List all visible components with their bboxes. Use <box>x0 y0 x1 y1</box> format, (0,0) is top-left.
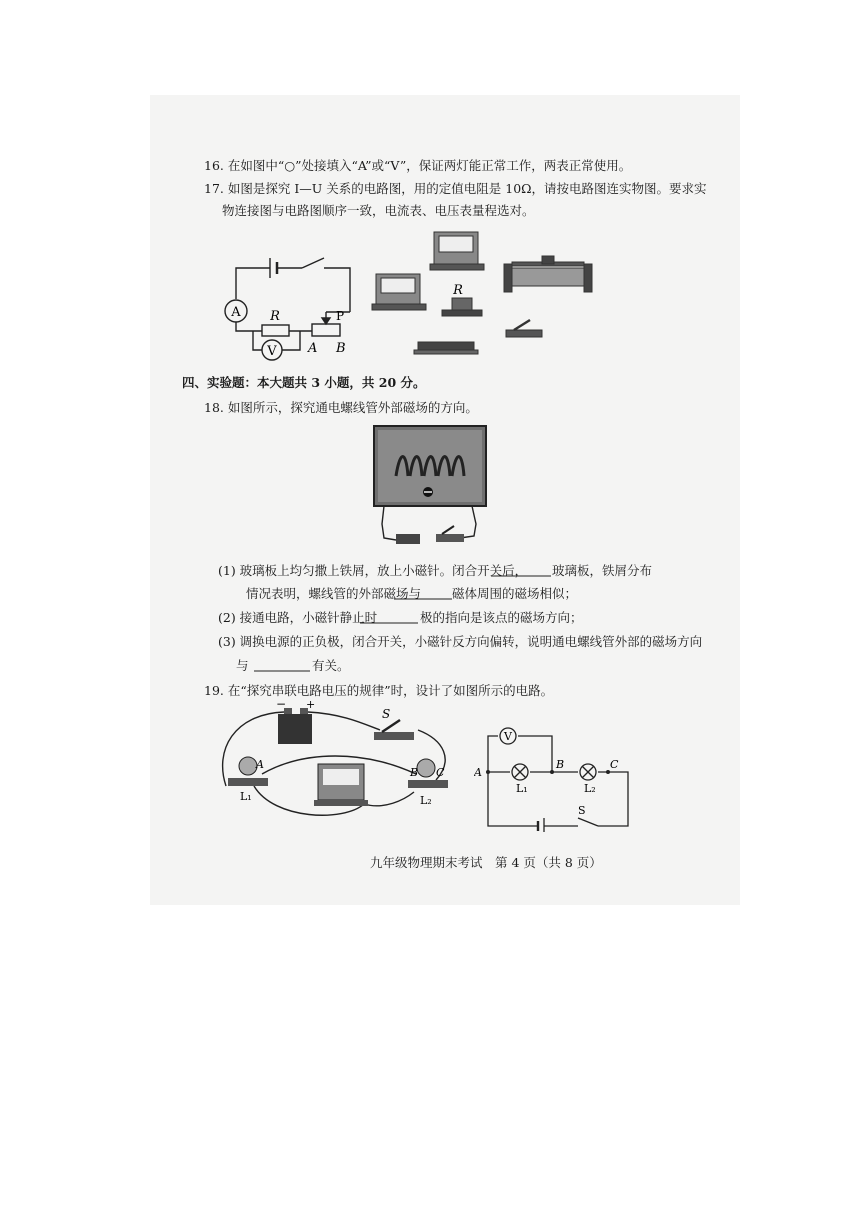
q18-part2-text-a: (2) 接通电路，小磁针静止时 <box>218 610 378 625</box>
section-4-heading: 四、实验题：本大题共 3 小题，共 20 分。 <box>182 375 426 390</box>
q18-part3-text-b: 与 <box>236 658 249 673</box>
q18-part1-text-c: 情况表明，螺线管的外部磁场与 <box>246 586 422 601</box>
page-footer: 九年级物理期末考试 第 4 页（共 8 页） <box>370 855 602 870</box>
point-a-label: A <box>256 758 264 771</box>
question-16: 16. 在如图中“○”处接填入“A”或“V”，保证两灯能正常工作，两表正常使用。 <box>204 158 632 173</box>
resistor-label: R <box>270 309 280 324</box>
lamp-l1-label: L₁ <box>240 790 252 803</box>
q18-part2-text-b: 极的指向是该点的磁场方向； <box>420 610 583 625</box>
question-17-line-1: 17. 如图是探究 I—U 关系的电路图，用的定值电阻是 10Ω，请按电路图连实物图。要求实 <box>204 181 707 196</box>
diagram-b-label: B <box>556 758 565 771</box>
question-18: 18. 如图所示，探究通电螺线管外部磁场的方向。 <box>204 400 478 415</box>
lamp-l2-label: L₂ <box>420 794 432 807</box>
diagram-c-label: C <box>610 758 619 771</box>
battery-plus-label: + <box>306 700 316 711</box>
voltmeter-symbol: V <box>267 344 277 359</box>
switch-s-label: S <box>382 707 391 721</box>
blank-2 <box>394 598 452 601</box>
end-a-label: A <box>308 341 318 356</box>
real-components-17 <box>370 226 600 361</box>
battery-minus-label: − <box>276 700 287 711</box>
question-17-line-2: 物连接图与电路图顺序一致，电流表、电压表量程选对。 <box>222 203 535 218</box>
question-19: 19. 在“探究串联电路电压的规律”时，设计了如图所示的电路。 <box>204 683 554 698</box>
point-c-label: C <box>436 766 445 779</box>
end-b-label: B <box>336 341 346 356</box>
diagram-l2-label: L₂ <box>584 782 596 795</box>
diagram-switch-label: S <box>578 804 586 817</box>
q18-part3-text-a: (3) 调换电源的正负极，闭合开关，小磁针反方向偏转，说明通电螺线管外部的磁场方向 <box>218 634 703 649</box>
blank-3 <box>360 622 418 625</box>
q18-part1-text-a: (1) 玻璃板上均匀撒上铁屑，放上小磁针。闭合开关后， <box>218 563 528 578</box>
q18-part3-text-c: 有关。 <box>312 658 350 673</box>
blank-1 <box>491 575 551 578</box>
diagram-l1-label: L₁ <box>516 782 528 795</box>
q18-part1-text-b: 玻璃板，铁屑分布 <box>552 563 653 578</box>
circuit-diagram-17 <box>212 236 372 371</box>
blank-4 <box>254 670 310 673</box>
point-b-label: B <box>410 766 419 779</box>
diagram-a-label: A <box>474 766 482 779</box>
ammeter-symbol: A <box>231 305 241 320</box>
q18-part1-text-d: 磁体周围的磁场相似； <box>452 586 578 601</box>
real-resistor-label: R <box>453 283 463 298</box>
series-circuit-diagram-19 <box>474 722 634 832</box>
slider-label: P <box>336 309 345 323</box>
diagram-voltmeter-label: V <box>504 730 512 743</box>
series-circuit-photo-19 <box>214 700 474 830</box>
solenoid-photo-18 <box>372 424 488 549</box>
